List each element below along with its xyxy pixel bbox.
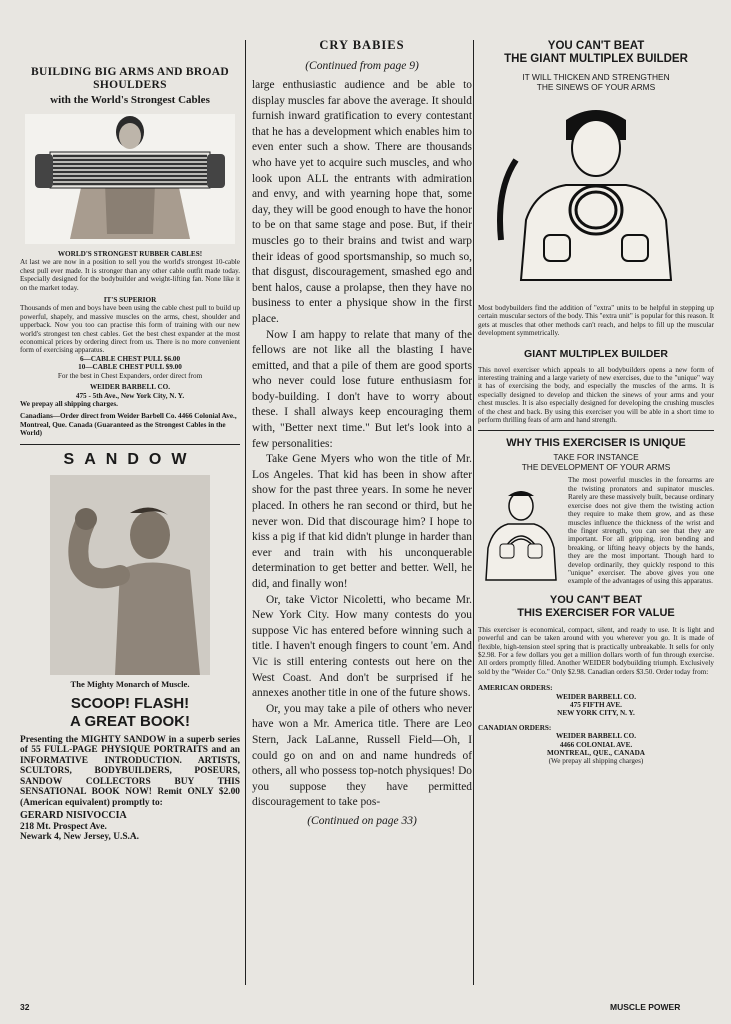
article-paragraph: Or, you may take a pile of others who never have won a Mr. America title. There are Leo Stern, Jack LaLanne, Russell Field—Oh, I could go on and on and name hundreds of others, all who possess top-notch physiques! Do you suppose they have permitted discouragement to take pos- [252, 702, 472, 809]
canadian-orders-label: CANADIAN ORDERS: [478, 723, 552, 732]
great-book-headline: A GREAT BOOK! [70, 712, 190, 730]
multiplex-sub-1: IT WILL THICKEN AND STRENGTHEN [522, 72, 670, 82]
canadian-order-address: 4466 COLONIAL AVE. [559, 740, 633, 749]
cables-heading: BUILDING BIG ARMS AND BROAD SHOULDERS [31, 66, 229, 91]
order-direct-text: For the best in Chest Expanders, order direct from [57, 371, 203, 380]
multiplex-headline-2: THE GIANT MULTIPLEX BUILDER [504, 53, 688, 65]
column-divider-left [245, 40, 246, 985]
company-address: 475 - 5th Ave., New York City, N. Y. [75, 391, 185, 400]
cables-title: WORLD'S STRONGEST RUBBER CABLES! [57, 250, 203, 258]
unique-heading: WHY THIS EXERCISER IS UNIQUE [506, 437, 686, 450]
forearm-text: The most powerful muscles in the forearms are the twisting pronators and supinator muscles. Rarely are these massively built, because ordinary exercise does not give them the twisting action they require to make them grow, and as these muscles influence the thickness of the wrist and the finger strength, you can see that they are important. For all gripping, iron bending and breaking, or lifting heavy objects by the hands, they are the most important. Though hard to develop ordinarily, they quickly respond to this "unique" exerciser. The above gives you one example of the advantages of using this apparatus. [568, 476, 714, 586]
superior-text: Thousands of men and boys have been using the cable chest pull to build up powerful, shapely, and massive muscles on the arms, chest, shoulder and upperback. Now you too can practise this form of training with our new world's strongest ten chest cables. Get the best chest expander at the most economical prices by ordering direct from us. There is no more convenient form of exercising apparatus. [20, 304, 240, 355]
value-headline-1: YOU CAN'T BEAT [549, 593, 643, 606]
unique-sub-1: TAKE FOR INSTANCE [553, 452, 639, 463]
unique-sub-2: THE DEVELOPMENT OF YOUR ARMS [521, 462, 671, 473]
cables-subheading: with the World's Strongest Cables [50, 94, 210, 106]
multiplex-description: This novel exerciser which appeals to all bodybuilders opens a new form of interesting training and a large variety of new exercises, due to the "unique" way it has of exercising the body, and especially the muscles of the arms. It is especially designed to develop and thicken the sinews of your arms and your chest muscles. It is also especially designed for developing the crushing muscles of the chest and back. By using this exerciser you will be able in a short time to perform thrilling feats of arm and hand strength. [478, 365, 714, 425]
forearm-block [478, 476, 714, 585]
value-headline-2: THIS EXERCISER FOR VALUE [517, 606, 675, 619]
multiplex-headline-1: YOU CAN'T BEAT [547, 40, 645, 52]
seller-address-2: Newark 4, New Jersey, U.S.A. [20, 832, 139, 843]
column-divider-right [473, 40, 474, 985]
sandow-photo [50, 475, 210, 675]
continued-on: (Continued on page 33) [307, 814, 417, 827]
canadian-order-address: MONTREAL, QUE., CANADA [546, 749, 646, 758]
canadian-order-note: Canadians—Order direct from Weider Barbell Co. 4466 Colonial Ave., Montreal, Que. Canada (Guaranteed as the Strongest Cables in the World) [20, 412, 237, 438]
cables-illustration [25, 114, 235, 244]
seller-name: GERARD NISIVOCCIA [20, 810, 127, 822]
canadian-shipping-note: (We prepay all shipping charges) [548, 757, 644, 766]
price-6-cable: 6—CABLE CHEST PULL $6.00 [79, 354, 181, 363]
section-rule [20, 444, 240, 445]
cables-text: At last we are now in a position to sell you the world's strongest 10-cable chest pull ever made. It is stronger than any other cable outfit made today. Especially designed for the bodybuilder and weight-lifting fan. None like it on the market today. [20, 258, 240, 292]
company-name: WEIDER BARBELL CO. [89, 383, 171, 392]
multiplex-intro: Most bodybuilders find the addition of "extra" units to be helpful in stepping up certain muscular sectors of the body. This "extra unit" is popular for this reason. It gets at muscles that other methods can't reach, and helps to fill up the muscular development symmetrically. [478, 304, 715, 338]
sandow-caption: The Mighty Monarch of Muscle. [70, 678, 190, 689]
right-column [478, 30, 714, 766]
american-order-address: 475 FIFTH AVE. [570, 701, 622, 709]
forearm-illustration [478, 488, 564, 584]
american-orders-label: AMERICAN ORDERS: [478, 684, 553, 693]
article-title: CRY BABIES [319, 38, 405, 52]
multiplex-heading: GIANT MULTIPLEX BUILDER [524, 347, 668, 360]
section-rule [478, 430, 714, 431]
page-number: 32 [20, 1002, 30, 1012]
article-paragraph: large enthusiastic audience and be able to display muscles far above the average. It should furnish inward gratification to every contestant that he has a development which enables him to even enter such a show. There are thousands who have yet to acquire such muscles, and who look upon ALL the entrants with admiration and envy, and with yearning hope that, some day, they will be good enough to have the honor to be on that same stage and pose. But, if their muscles go to their brains and twist and warp their ideas of good sportsmanship, so much so, that disgust, discouragement, smashed ego and bent halos, cause a prolapse, then they have no business to enter a physique show in the first place. [252, 79, 472, 325]
multiplex-illustration [496, 100, 696, 300]
superior-title: IT'S SUPERIOR [103, 296, 157, 305]
seller-address-1: 218 Mt. Prospect Ave. [20, 821, 107, 832]
price-10-cable: 10—CABLE CHEST PULL $9.00 [78, 363, 182, 372]
article-paragraph: Now I am happy to relate that many of the fellows are not like all the blasting I have emitted, and that a pile of them are good sports who never could lose future enthusiasm for body-building. I don't have to worry about these. I shall always keep encouraging them with, "Better next time." But let's look into a few personalities: [252, 328, 472, 450]
sandow-title: SANDOW [63, 450, 197, 468]
canadian-order-address: WEIDER BARBELL CO. [555, 732, 637, 741]
american-order-address: NEW YORK CITY, N. Y. [557, 709, 635, 718]
article-paragraph: Take Gene Myers who won the title of Mr. Los Angeles. That kid has been in show after show for the past three years. In some he never placed. In others he ran second or third, but he never won. Did that discourage him? I hope to kiss a pig if that kid didn't plunge in harder than ever and train with his unconquerable determination to get better and better. Well, he did, and finally won! [252, 453, 472, 590]
scoop-headline: SCOOP! FLASH! [70, 694, 190, 712]
american-order-address: WEIDER BARBELL CO. [555, 692, 637, 701]
value-text: This exerciser is economical, compact, silent, and ready to use. It is light and powerful and can be taken around with you wherever you go. It is made of flexible, high-tension steel spring that is practically unbreakable. It sells for only $2.98. For a few dollars you get a million dollars worth of fun through exercise. All orders promptly filled. Another WEIDER bodybuilding triumph. Exclusively sold by the "Weider Co." Only $2.98. Canadian orders $3.50. Order today from: [478, 625, 714, 676]
left-column [20, 30, 240, 843]
continued-from: (Continued from page 9) [305, 60, 419, 72]
multiplex-sub-2: THE SINEWS OF YOUR ARMS [536, 82, 656, 92]
article-body [252, 78, 472, 811]
middle-column [252, 38, 472, 827]
shipping-note: We prepay all shipping charges. [20, 399, 118, 408]
magazine-name: MUSCLE POWER [610, 1002, 681, 1012]
article-paragraph: Or, take Victor Nicoletti, who became Mr. New York City. How many contests do you suppose Vic has entered before winning such a title. I haven't enough fingers to count 'em. And Vic is still entering contests out here on the West Coast. And don't be surprised if he annexes another title in one of the future shows. [252, 593, 472, 700]
book-offer-text: Presenting the MIGHTY SANDOW in a superb series of 55 FULL-PAGE PHYSIQUE PORTRAITS and an INFORMATIVE INTRODUCTION. ARTISTS, SCULTORS, BODYBUILDERS, POSEURS, SANDOW COLLECTORS BUY THIS SENSATIONAL BOOK NOW! Remit ONLY $2.00 (American equivalent) promptly to: [20, 734, 240, 808]
